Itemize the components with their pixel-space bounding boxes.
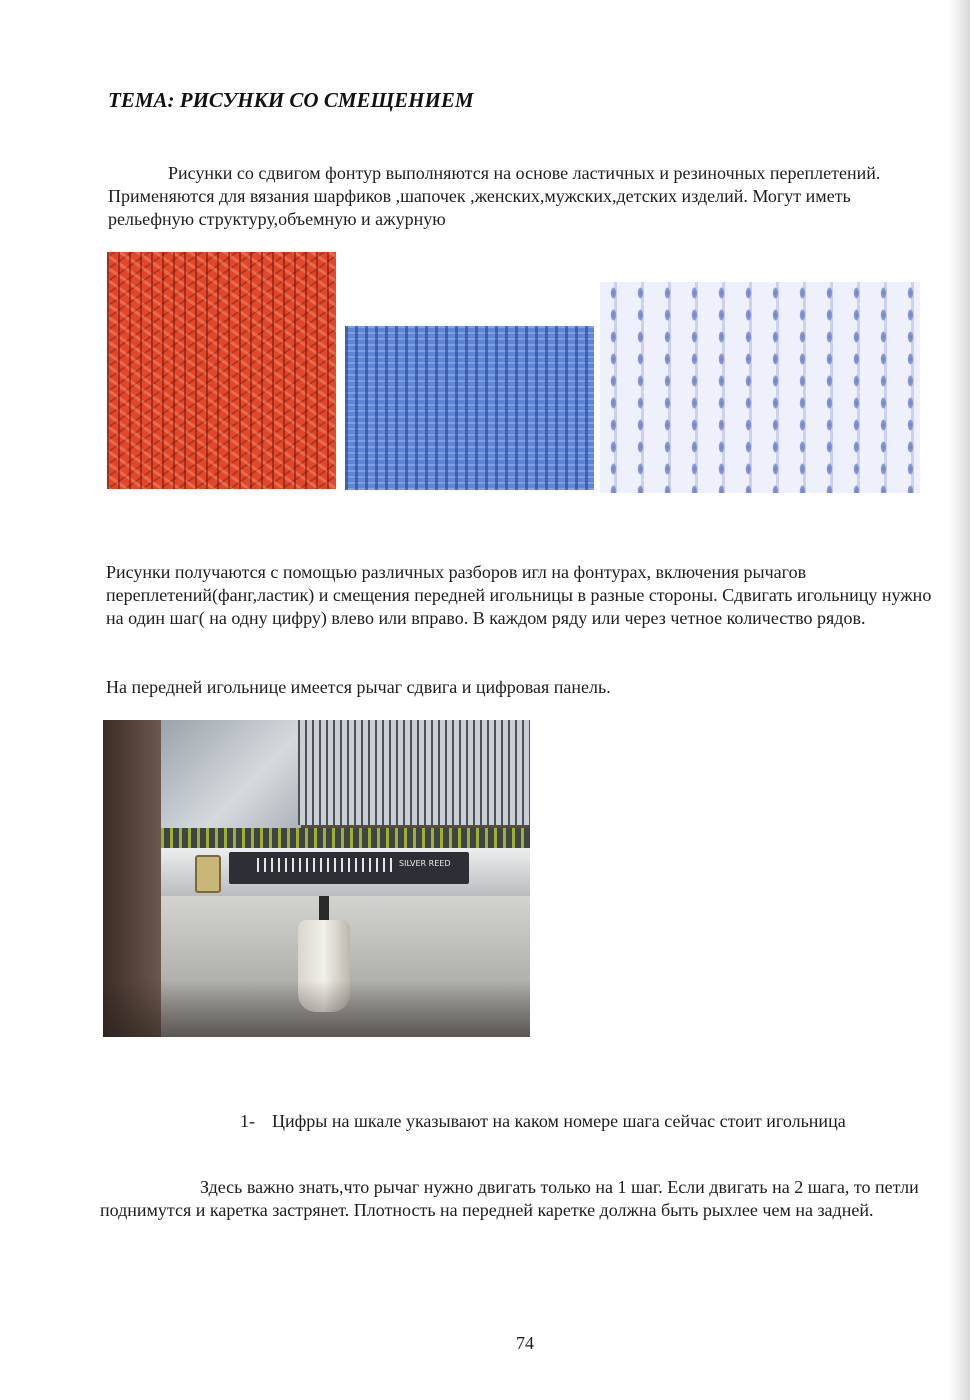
note-paragraph: Здесь важно знать,что рычаг нужно двигать только на 1 шаг. Если двигать на 2 шага, то петли поднимутся и каретка застрянет. Плотность на передней каретке должна быть рыхлее чем на задней. bbox=[100, 1177, 919, 1220]
brand-label: SILVER REED bbox=[399, 859, 451, 868]
method-paragraph: Рисунки получаются с помощью различных разборов игл на фонтурах, включения рычагов переплетений(фанг,ластик) и смещения передней игольницы в разные стороны. Сдвигать игольницу нужно на один шаг( на одну цифру) влево или вправо. В каждом ряду или через четное количество рядов. bbox=[106, 562, 932, 628]
list-number: 1- bbox=[240, 1111, 255, 1131]
red-knit-swatch-image bbox=[107, 252, 336, 489]
intro-paragraph: Рисунки со сдвигом фонтур выполняются на основе ластичных и резиночных переплетений. Применяются для вязания шарфиков ,шапочек ,женских,мужских,детских изделий. Могут иметь рельефную структуру,объемную и ажурную bbox=[108, 163, 881, 229]
shift-lever-knob bbox=[195, 855, 221, 893]
panel-paragraph: На передней игольнице имеется рычаг сдвига и цифровая панель. bbox=[106, 677, 611, 697]
digital-panel bbox=[229, 852, 469, 884]
blue-knit-swatch-image bbox=[345, 326, 594, 490]
white-lace-swatch-image bbox=[600, 282, 920, 493]
knitting-machine-photo bbox=[103, 720, 530, 1037]
page-number: 74 bbox=[516, 1333, 534, 1353]
list-text: Цифры на шкале указывают на каком номере шага сейчас стоит игольница bbox=[272, 1111, 846, 1131]
topic-title: ТЕМА: РИСУНКИ СО СМЕЩЕНИЕМ bbox=[108, 88, 474, 112]
